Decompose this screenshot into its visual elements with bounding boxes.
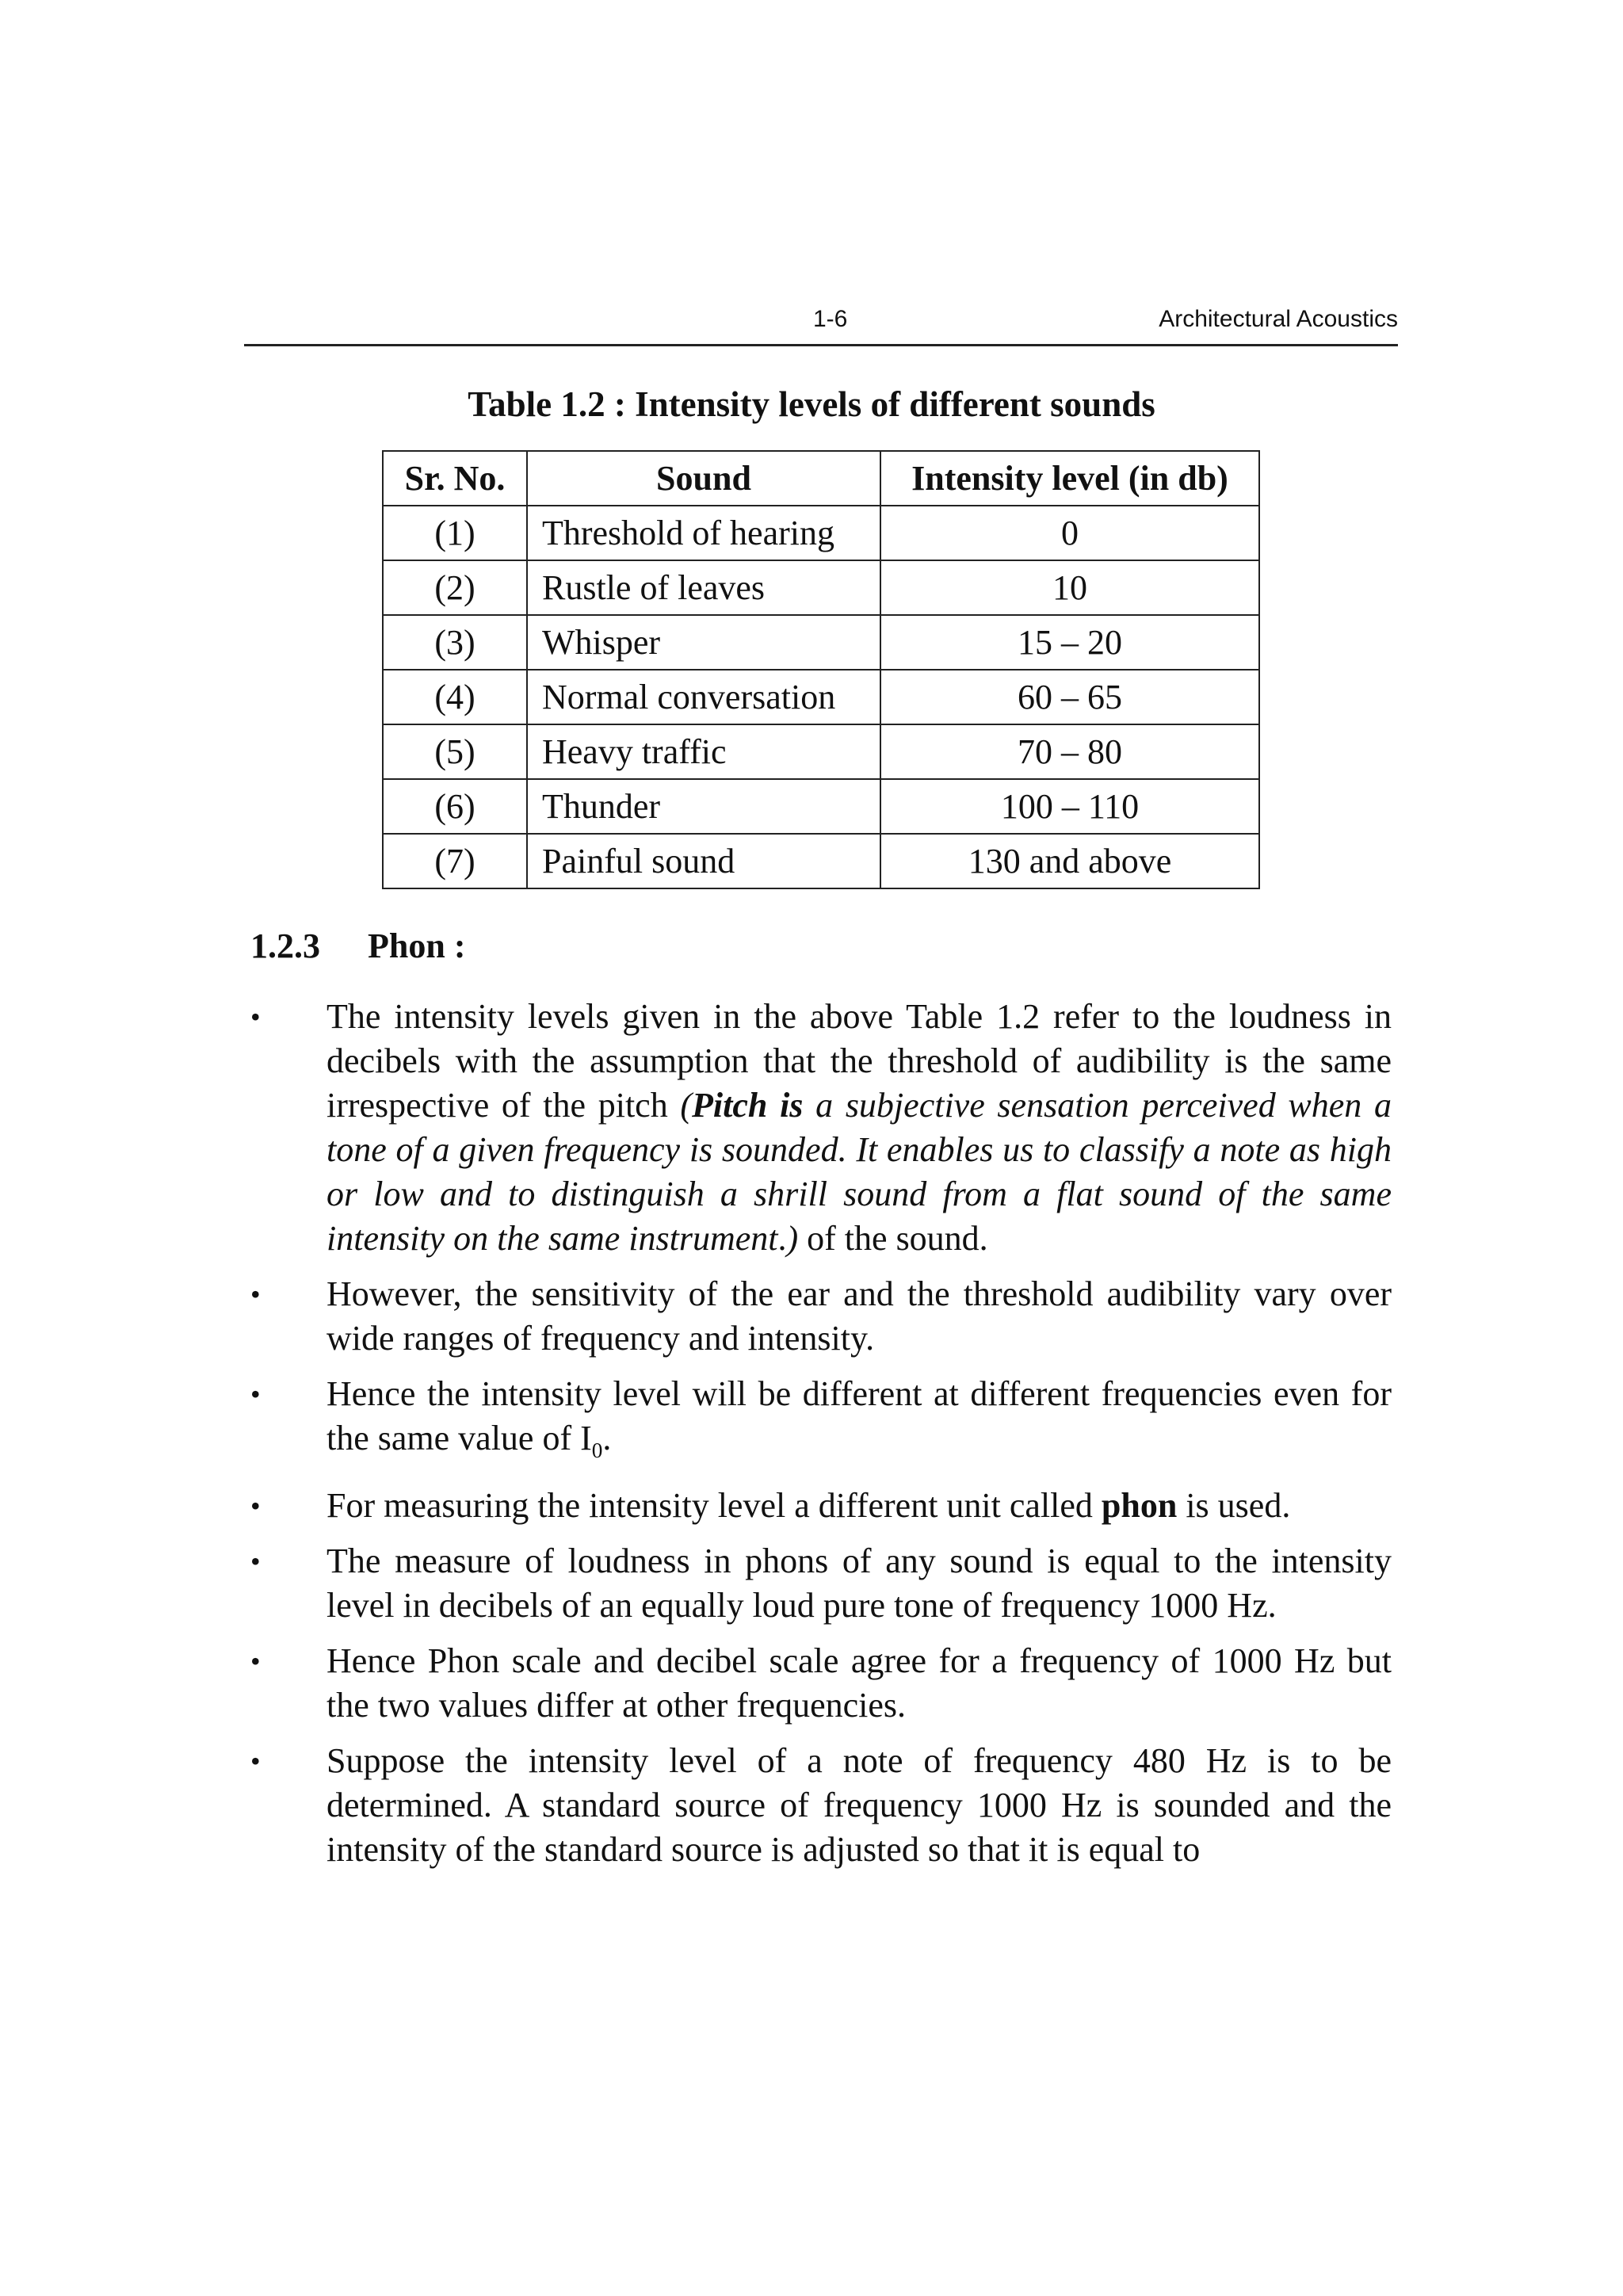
- table-row: [383, 560, 1259, 615]
- cell-sound: Painful sound: [527, 834, 880, 888]
- column-header-intensity-level: Intensity level (in db): [880, 451, 1259, 506]
- text-run: .: [777, 1219, 787, 1258]
- column-header-sound: Sound: [527, 451, 880, 506]
- text-run: of the sound.: [798, 1219, 988, 1258]
- list-item: [0, 1372, 1623, 1473]
- cell-sr-no: (6): [383, 779, 527, 834]
- list-item: [0, 1539, 1623, 1628]
- text-run: is used.: [1177, 1485, 1291, 1525]
- section-title: Phon :: [368, 926, 466, 965]
- cell-sr-no: (4): [383, 670, 527, 724]
- list-item: [0, 1739, 1623, 1872]
- table-row: [383, 670, 1259, 724]
- cell-intensity-level: 10: [880, 560, 1259, 615]
- text-run: The intensity levels given in the above Table 1.2 refer to the loudness in decibels with the assumption that the threshold of audibility is the same irrespective of the pitch: [327, 997, 1392, 1125]
- cell-sr-no: (2): [383, 560, 527, 615]
- text-run-italic: ): [786, 1219, 799, 1258]
- cell-sr-no: (1): [383, 506, 527, 560]
- table-caption: Table 1.2 : Intensity levels of different sounds: [468, 384, 1155, 424]
- page-number: 1-6: [813, 306, 848, 332]
- cell-intensity-level: 60 – 65: [880, 670, 1259, 724]
- text-run-italic: (: [680, 1086, 693, 1125]
- cell-sound: Rustle of leaves: [527, 560, 880, 615]
- list-item: [0, 1272, 1623, 1361]
- cell-intensity-level: 70 – 80: [880, 724, 1259, 779]
- list-item: [0, 995, 1623, 1261]
- table-row: [383, 506, 1259, 560]
- cell-sound: Thunder: [527, 779, 880, 834]
- bullet-list: [0, 995, 1623, 1883]
- list-item: [0, 1484, 1623, 1528]
- bullet-icon: •: [250, 1545, 261, 1577]
- list-item-text: [327, 1372, 1392, 1473]
- list-item-text: Suppose the intensity level of a note of frequency 480 Hz is to be determined. A standard source of frequency 1000 Hz is sounded and the intensity of the standard source is adjusted so that it is equal to: [327, 1740, 1392, 1869]
- cell-sound: Normal conversation: [527, 670, 880, 724]
- cell-sr-no: (3): [383, 615, 527, 670]
- table-row: [383, 724, 1259, 779]
- list-item-text: However, the sensitivity of the ear and the threshold audibility vary over wide ranges of frequency and intensity.: [327, 1274, 1392, 1358]
- bullet-icon: •: [250, 1001, 261, 1033]
- section-number: 1.2.3: [250, 926, 320, 965]
- table-row: [383, 779, 1259, 834]
- bullet-icon: •: [250, 1645, 261, 1677]
- bullet-icon: •: [250, 1489, 261, 1522]
- running-header: [244, 303, 1398, 346]
- cell-sound: Threshold of hearing: [527, 506, 880, 560]
- table-row: [383, 615, 1259, 670]
- list-item: [0, 1639, 1623, 1728]
- cell-sound: Heavy traffic: [527, 724, 880, 779]
- cell-sound: Whisper: [527, 615, 880, 670]
- cell-intensity-level: 130 and above: [880, 834, 1259, 888]
- book-title: Architectural Acoustics: [1159, 306, 1398, 332]
- list-item-text: [327, 995, 1392, 1261]
- list-item-text: Hence Phon scale and decibel scale agree for a frequency of 1000 Hz but the two values differ at other frequencies.: [327, 1641, 1392, 1725]
- cell-intensity-level: 100 – 110: [880, 779, 1259, 834]
- cell-intensity-level: 0: [880, 506, 1259, 560]
- text-run-bold-italic: Pitch is: [692, 1086, 804, 1125]
- cell-intensity-level: 15 – 20: [880, 615, 1259, 670]
- cell-sr-no: (5): [383, 724, 527, 779]
- text-run-italic: a subjective sensation perceived when a tone of a given frequency is sounded. It enables us to classify a note as high or low and to distinguish a shrill sound from a flat sound of the same intensity on the same instrument: [327, 1086, 1392, 1258]
- bullet-icon: •: [250, 1278, 261, 1310]
- column-header-sr-no: Sr. No.: [383, 451, 527, 506]
- intensity-levels-table: [382, 450, 1260, 889]
- list-item-text: The measure of loudness in phons of any sound is equal to the intensity level in decibels of an equally loud pure tone of frequency 1000 Hz.: [327, 1541, 1392, 1625]
- bullet-icon: •: [250, 1744, 261, 1777]
- text-run: For measuring the intensity level a different unit called: [327, 1485, 1102, 1525]
- bullet-icon: •: [250, 1378, 261, 1410]
- section-heading: [250, 926, 465, 966]
- list-item-text: [327, 1484, 1392, 1528]
- text-run: .: [602, 1419, 612, 1457]
- text-run-bold: phon: [1101, 1485, 1178, 1525]
- subscript: 0: [591, 1438, 603, 1462]
- text-run: Hence the intensity level will be different at different frequencies even for the same value of I: [327, 1374, 1392, 1457]
- table-row: [383, 834, 1259, 888]
- cell-sr-no: (7): [383, 834, 527, 888]
- table-header-row: [383, 451, 1259, 506]
